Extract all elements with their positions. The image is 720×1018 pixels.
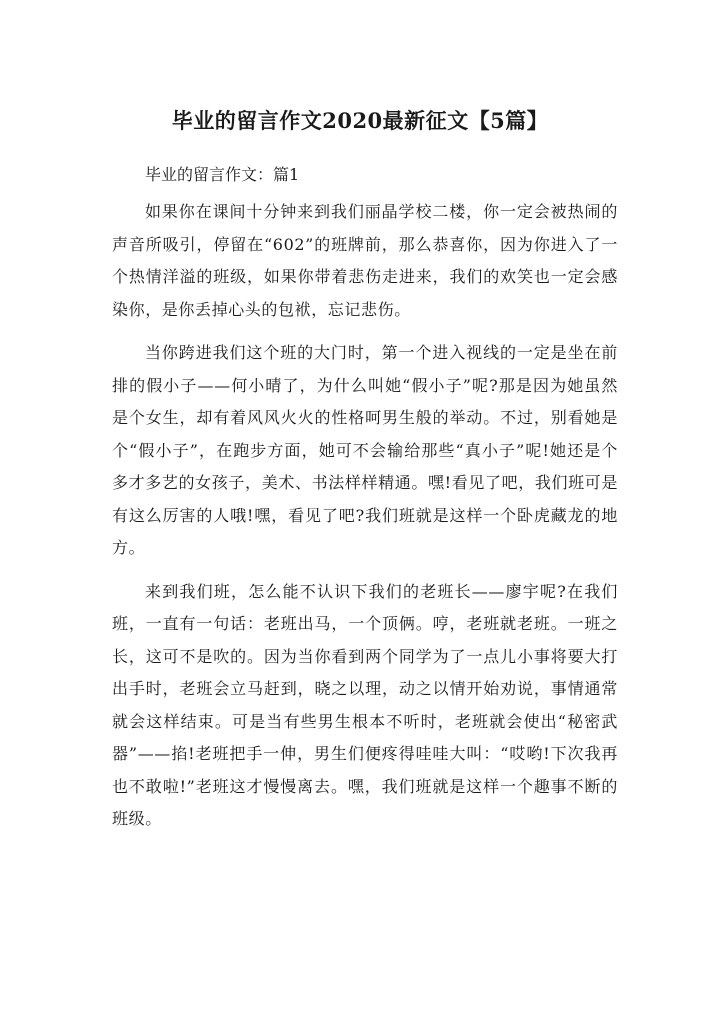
paragraph-1: 如果你在课间十分钟来到我们丽晶学校二楼，你一定会被热闹的声音所吸引，停留在“602”的班牌前，那么恭喜你，因为你进入了一个热情洋溢的班级，如果你带着悲伤走进来，我们的欢笑也一定会感染你，是你丢掉心头的包袱，忘记悲伤。 (112, 202, 618, 319)
section-heading: 毕业的留言作文：篇1 (145, 165, 300, 184)
document-body (112, 196, 618, 847)
paragraph-2: 当你跨进我们这个班的大门时，第一个进入视线的一定是坐在前排的假小子——何小晴了，为什么叫她“假小子”呢?那是因为她虽然是个女生，却有着风风火火的性格呵男生般的举动。不过，别看她是个“假小子”，在跑步方面，她可不会输给那些“真小子”呢!她还是个多才多艺的女孩子，美术、书法样样精通。嘿!看见了吧，我们班可是有这么厉害的人哦!嘿，看见了吧?我们班就是这样一个卧虎藏龙的地方。 (112, 343, 618, 557)
document-title: 毕业的留言作文2020最新征文【5篇】 (171, 108, 549, 133)
paragraph-3: 来到我们班，怎么能不认识下我们的老班长——廖宇呢?在我们班，一直有一句话：老班出马，一个顶俩。哼，老班就老班。一班之长，这可不是吹的。因为当你看到两个同学为了一点儿小事将要大打出手时，老班会立马赶到，晓之以理，动之以情开始劝说，事情通常就会这样结束。可是当有些男生根本不听时，老班就会使出“秘密武器”——掐!老班把手一伸，男生们便疼得哇哇大叫：“哎哟!下次我再也不敢啦!”老班这才慢慢离去。嘿，我们班就是这样一个趣事不断的班级。 (112, 581, 618, 828)
